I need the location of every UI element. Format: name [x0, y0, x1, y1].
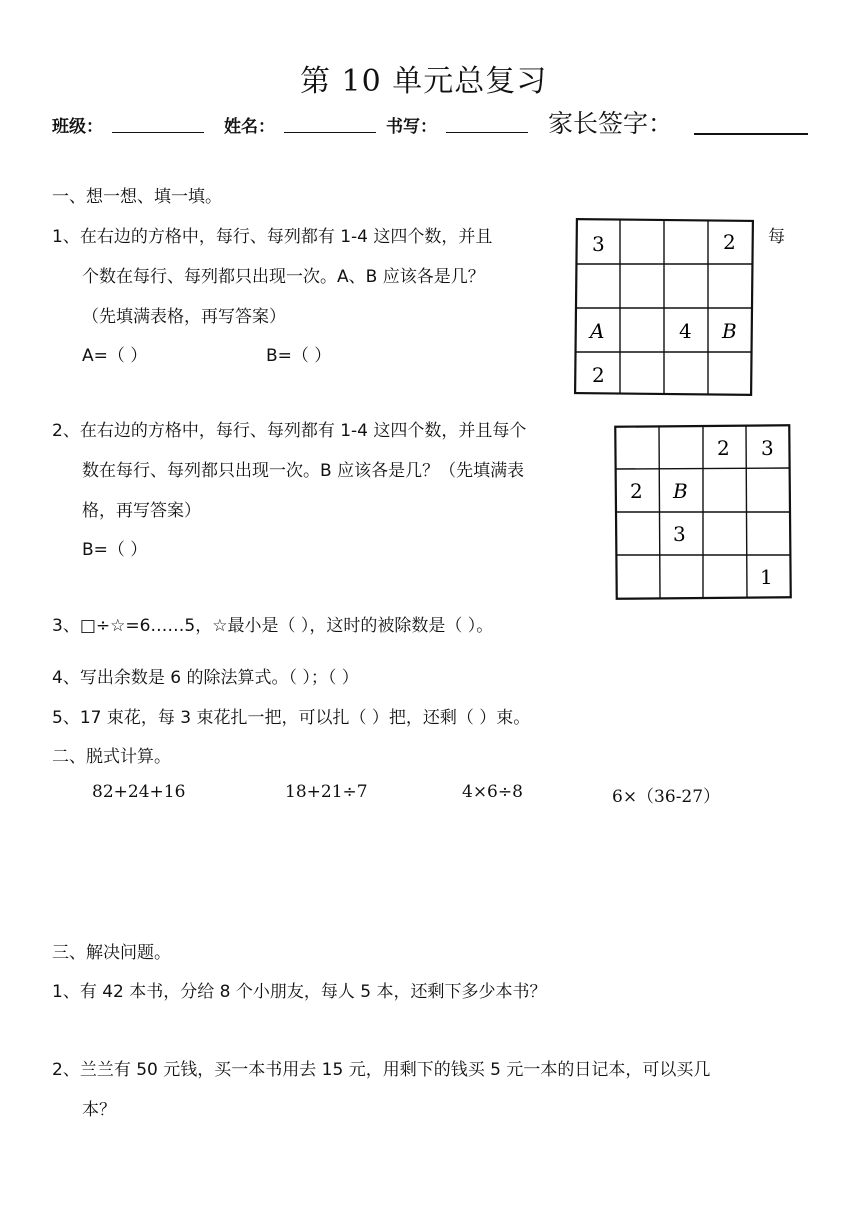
q4: 4、写出余数是 6 的除法算式。（ ）；（ ）	[52, 668, 359, 688]
q1-grid	[572, 216, 758, 400]
q1-line1-tail: 每	[768, 227, 785, 247]
q3: 3、□÷☆=6……5，☆最小是（ ），这时的被除数是（ ）。	[52, 616, 494, 636]
q1-line1: 1、在右边的方格中，每行、每列都有 1-4 这四个数，并且	[52, 227, 493, 247]
q2-line1: 2、在右边的方格中，每行、每列都有 1-4 这四个数，并且每个	[52, 421, 527, 441]
section1-heading: 一、想一想、填一填。	[52, 187, 222, 207]
q2-cell-r1c3: 2	[717, 436, 730, 460]
parent-sign-blank[interactable]	[694, 133, 808, 135]
q2-answer-b[interactable]: B=（ ）	[82, 540, 148, 560]
expr-2: 18+21÷7	[285, 782, 368, 802]
class-blank[interactable]	[112, 132, 204, 133]
q1-cell-r4c1: 2	[592, 363, 605, 387]
q1-line2: 个数在每行、每列都只出现一次。A、B 应该各是几？	[82, 267, 485, 287]
q2-grid	[612, 422, 796, 604]
section3-heading: 三、解决问题。	[52, 943, 171, 963]
writing-blank[interactable]	[446, 132, 528, 133]
q1-cell-r1c1: 3	[592, 232, 605, 256]
q2-cell-r4c4: 1	[760, 565, 773, 589]
q1-cell-r3c4: B	[722, 319, 737, 343]
problem-2-line2: 本？	[82, 1100, 116, 1120]
q5: 5、17 束花，每 3 束花扎一把，可以扎（ ）把，还剩（ ）束。	[52, 708, 531, 728]
q2-cell-r3c2: 3	[673, 522, 686, 546]
expr-4: 6×（36-27）	[612, 787, 721, 807]
q2-line2: 数在每行、每列都只出现一次。B 应该各是几？（先填满表	[82, 461, 525, 481]
writing-label: 书写：	[386, 117, 437, 137]
problem-1: 1、有 42 本书，分给 8 个小朋友，每人 5 本，还剩下多少本书？	[52, 982, 547, 1002]
name-blank[interactable]	[284, 132, 376, 133]
q1-answer-b[interactable]: B=（ ）	[266, 346, 332, 366]
class-label: 班级：	[52, 117, 103, 137]
q1-answer-a[interactable]: A=（ ）	[82, 346, 148, 366]
q1-cell-r3c3: 4	[679, 319, 692, 343]
q2-cell-r2c2: B	[673, 479, 688, 503]
page-title: 第 10 单元总复习	[300, 64, 548, 99]
expr-3: 4×6÷8	[462, 782, 523, 802]
expr-1: 82+24+16	[92, 782, 186, 802]
q1-line3: （先填满表格，再写答案）	[82, 307, 286, 327]
name-label: 姓名：	[224, 117, 275, 137]
q2-line3: 格，再写答案）	[82, 501, 201, 521]
q1-cell-r1c4: 2	[723, 230, 736, 254]
section2-heading: 二、脱式计算。	[52, 747, 171, 767]
problem-2-line1: 2、兰兰有 50 元钱，买一本书用去 15 元，用剩下的钱买 5 元一本的日记本，可以买几	[52, 1060, 711, 1080]
parent-sign-label: 家长签字：	[548, 109, 674, 138]
q2-cell-r1c4: 3	[761, 436, 774, 460]
q1-cell-r3c1: A	[590, 319, 605, 343]
q2-cell-r2c1: 2	[630, 479, 643, 503]
